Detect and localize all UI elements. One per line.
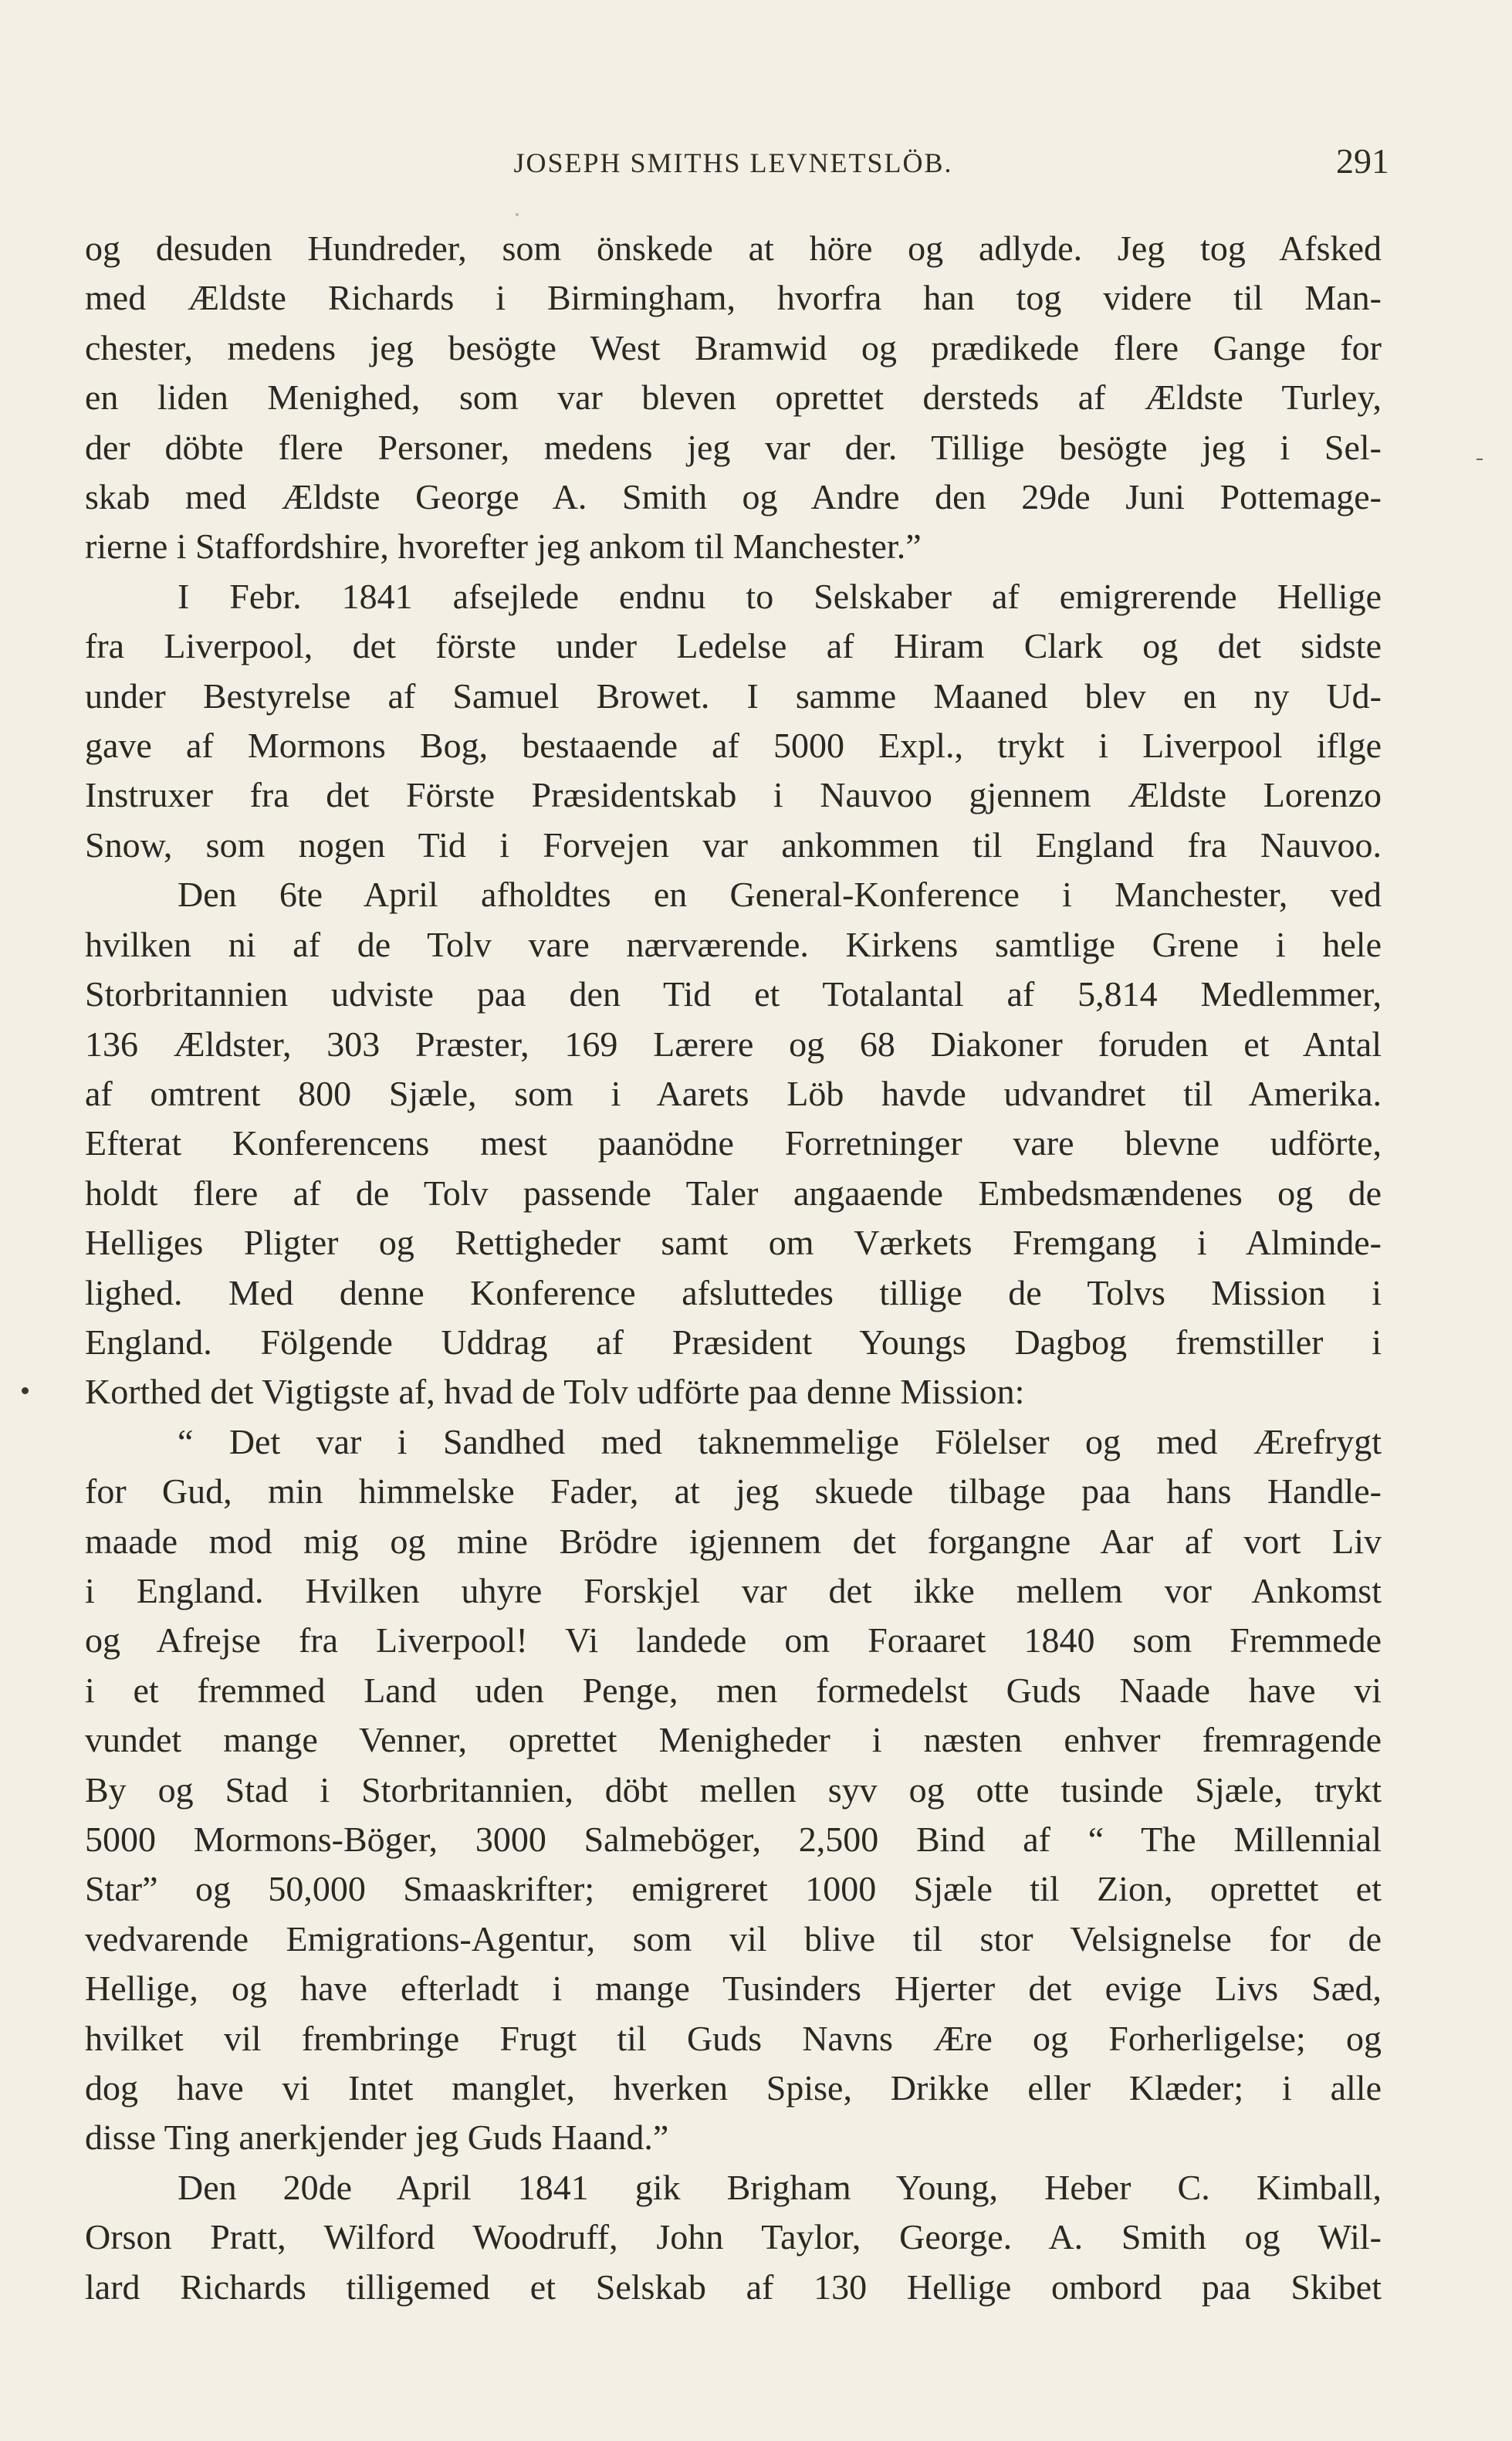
text-line: “ Det var i Sandhed med taknemmelige Fölelser og med Ærefrygt xyxy=(178,1421,1382,1461)
text-line: Instruxer fra det Förste Præsidentskab i Nauvoo gjennem Ældste Lorenzo xyxy=(85,775,1382,815)
text-line: og Afrejse fra Liverpool! Vi landede om Foraaret 1840 som Fremmede xyxy=(85,1620,1382,1661)
text-line: Hellige, og have efterladt i mange Tusinders Hjerter det evige Livs Sæd, xyxy=(85,1969,1382,2009)
text-line: Korthed det Vigtigste af, hvad de Tolv udförte paa denne Mission: xyxy=(85,1372,1025,1412)
text-line: holdt flere af de Tolv passende Taler angaaende Embedsmændenes og de xyxy=(85,1173,1382,1213)
text-line: for Gud, min himmelske Fader, at jeg skuede tilbage paa hans Handle- xyxy=(85,1471,1382,1512)
text-line: I Febr. 1841 afsejlede endnu to Selskaber af emigrerende Hellige xyxy=(178,576,1382,616)
text-line: dog have vi Intet manglet, hverken Spise, Drikke eller Klæder; i alle xyxy=(85,2068,1382,2108)
page-number: 291 xyxy=(1336,141,1389,181)
text-line: Star” og 50,000 Smaaskrifter; emigreret 1000 Sjæle til Zion, oprettet et xyxy=(85,1869,1382,1909)
book-page xyxy=(85,139,1389,2312)
text-line: af omtrent 800 Sjæle, som i Aarets Löb havde udvandret til Amerika. xyxy=(85,1073,1382,1113)
text-line: med Ældste Richards i Birmingham, hvorfra han tog videre til Man- xyxy=(85,278,1382,318)
paper-speck xyxy=(516,213,519,216)
text-line: fra Liverpool, det förste under Ledelse af Hiram Clark og det sidste xyxy=(85,626,1382,666)
text-line: vedvarende Emigrations-Agentur, som vil blive til stor Velsignelse for de xyxy=(85,1918,1382,1959)
body-text xyxy=(85,224,1382,2312)
page-header xyxy=(85,139,1389,193)
text-line: disse Ting anerkjender jeg Guds Haand.” xyxy=(85,2118,669,2158)
margin-tick-mark xyxy=(1476,459,1483,460)
text-line: Den 6te April afholdtes en General-Konference i Manchester, ved xyxy=(178,875,1382,915)
text-line: skab med Ældste George A. Smith og Andre den 29de Juni Pottemage- xyxy=(85,477,1382,517)
text-line: under Bestyrelse af Samuel Browet. I samme Maaned blev en ny Ud- xyxy=(85,675,1382,716)
text-line: 5000 Mormons-Böger, 3000 Salmeböger, 2,500 Bind af “ The Millennial xyxy=(85,1820,1382,1859)
text-line: Snow, som nogen Tid i Forvejen var ankommen til England fra Nauvoo. xyxy=(85,824,1382,865)
text-line: 136 Ældster, 303 Præster, 169 Lærere og 68 Diakoner foruden et Antal xyxy=(85,1024,1382,1064)
text-line: lard Richards tilligemed et Selskab af 130 Hellige ombord paa Skibet xyxy=(85,2267,1382,2307)
text-line: Storbritannien udviste paa den Tid et Totalantal af 5,814 Medlemmer, xyxy=(85,974,1382,1014)
text-line: rierne i Staffordshire, hvorefter jeg ankom til Manchester.” xyxy=(85,526,922,567)
text-line: i et fremmed Land uden Penge, men formedelst Guds Naade have vi xyxy=(85,1670,1382,1710)
text-line: Den 20de April 1841 gik Brigham Young, Heber C. Kimball, xyxy=(178,2167,1382,2207)
text-line: Helliges Pligter og Rettigheder samt om Værkets Fremgang i Alminde- xyxy=(85,1223,1382,1263)
text-line: Efterat Konferencens mest paanödne Forretninger vare blevne udförte, xyxy=(85,1123,1382,1163)
text-line: der döbte flere Personer, medens jeg var der. Tillige besögte jeg i Sel- xyxy=(85,427,1382,467)
text-line: lighed. Med denne Konference afsluttedes tillige de Tolvs Mission i xyxy=(85,1272,1382,1312)
text-line: By og Stad i Storbritannien, döbt mellen syv og otte tusinde Sjæle, trykt xyxy=(85,1769,1382,1810)
text-line: hvilket vil frembringe Frugt til Guds Navns Ære og Forherligelse; og xyxy=(85,2018,1382,2058)
text-line: chester, medens jeg besögte West Bramwid og prædikede flere Gange for xyxy=(85,327,1382,367)
margin-dot-mark xyxy=(22,1387,29,1394)
text-line: vundet mange Venner, oprettet Menigheder i næsten enhver fremragende xyxy=(85,1720,1382,1760)
running-title: JOSEPH SMITHS LEVNETSLÖB. xyxy=(513,147,953,178)
text-line: en liden Menighed, som var bleven oprettet dersteds af Ældste Turley, xyxy=(85,377,1382,418)
text-line: Orson Pratt, Wilford Woodruff, John Taylor, George. A. Smith og Wil- xyxy=(85,2217,1382,2257)
text-line: maade mod mig og mine Brödre igjennem det forgangne Aar af vort Liv xyxy=(85,1521,1382,1561)
text-line: gave af Mormons Bog, bestaaende af 5000 Expl., trykt i Liverpool iflge xyxy=(85,726,1382,766)
text-line: England. Fölgende Uddrag af Præsident Youngs Dagbog fremstiller i xyxy=(85,1322,1382,1362)
text-line: og desuden Hundreder, som önskede at höre og adlyde. Jeg tog Afsked xyxy=(85,229,1382,268)
text-line: i England. Hvilken uhyre Forskjel var det ikke mellem vor Ankomst xyxy=(85,1570,1382,1610)
text-line: hvilken ni af de Tolv vare nærværende. Kirkens samtlige Grene i hele xyxy=(85,924,1382,964)
